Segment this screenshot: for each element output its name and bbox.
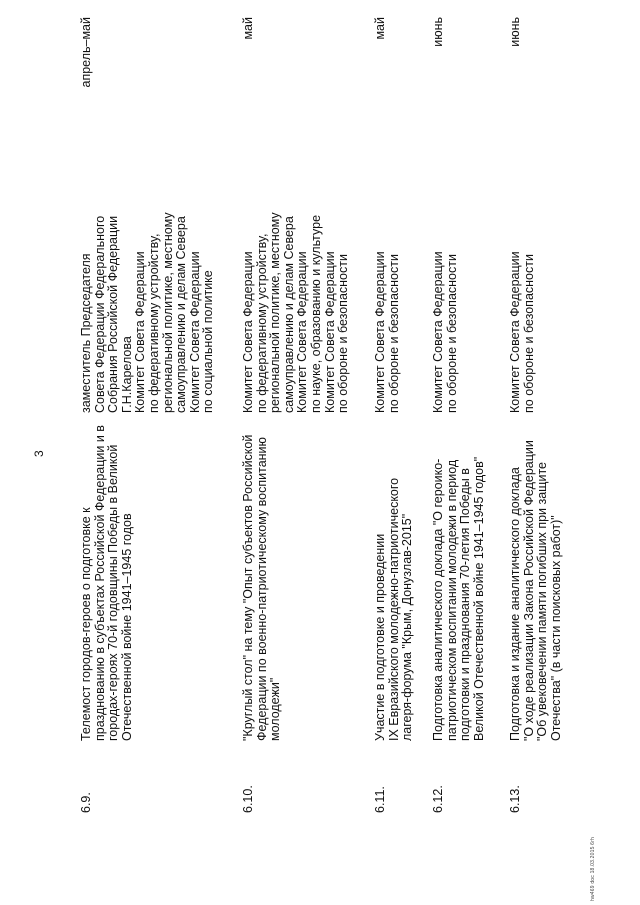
event-text: Телемост городов-героев о подготовке к празднованию в субъектах Российской Федерации и в городах-героях 70-й годовщины Победы в Великой Отечественной войне 1941–1945 годов [79,425,134,741]
responsible-text: заместитель Председателя Совета Федерации Федерального Собрания Российской Федерации Г.Н.Карелова Комитет Совета Федерации по федеративному устройству, региональной политике, местному самоуправлению и делам Севера Комитет Совета Федерации по социальной политике [79,212,216,413]
row-number: 6.13. [508,785,522,813]
responsible-text: Комитет Совета Федерации по федеративному устройству, региональной политике, местному самоуправлению и делам Севера Комитет Совета Федерации по науке, образованию и культуре Комитет Совета Федерации по обороне и безопасности [241,212,351,413]
term-text: июнь [431,17,445,47]
document-code: hw469 doc 18.03.2015 6rh [590,836,596,901]
row-number: 6.11. [373,786,387,813]
event-text: Участие в подготовке и проведении IX Евразийского молодежно-патриотического лагеря-форума "Крым, Донузлав-2015" [373,477,415,741]
event-text: "Круглый стол" на тему "Опыт субъектов Российской Федерации по военно-патриотическому воспитанию молодежи" [241,434,283,741]
term-text: май [241,17,255,40]
row-number: 6.12. [431,785,445,813]
responsible-text: Комитет Совета Федерации по обороне и безопасности [431,251,459,413]
term-text: апрель–май [79,17,93,88]
term-text: май [373,17,387,40]
row-number: 6.10. [241,785,255,813]
event-text: Подготовка и издание аналитического доклада "О ходе реализации Закона Российской Федерации "Об увековечении памяти погибших при защите Отечества" (в части поисковых работ)" [508,440,563,741]
page-number: 3 [32,450,46,457]
event-text: Подготовка аналитического доклада "О героико- патриотическом воспитании молодежи в период подготовки и празднования 70-летия Победы в Великой Отечественной войне 1941–1945 годов" [431,456,486,741]
term-text: июнь [508,17,522,47]
row-number: 6.9. [79,792,93,813]
responsible-text: Комитет Совета Федерации по обороне и безопасности [373,251,401,413]
responsible-text: Комитет Совета Федерации по обороне и безопасности [508,251,536,413]
